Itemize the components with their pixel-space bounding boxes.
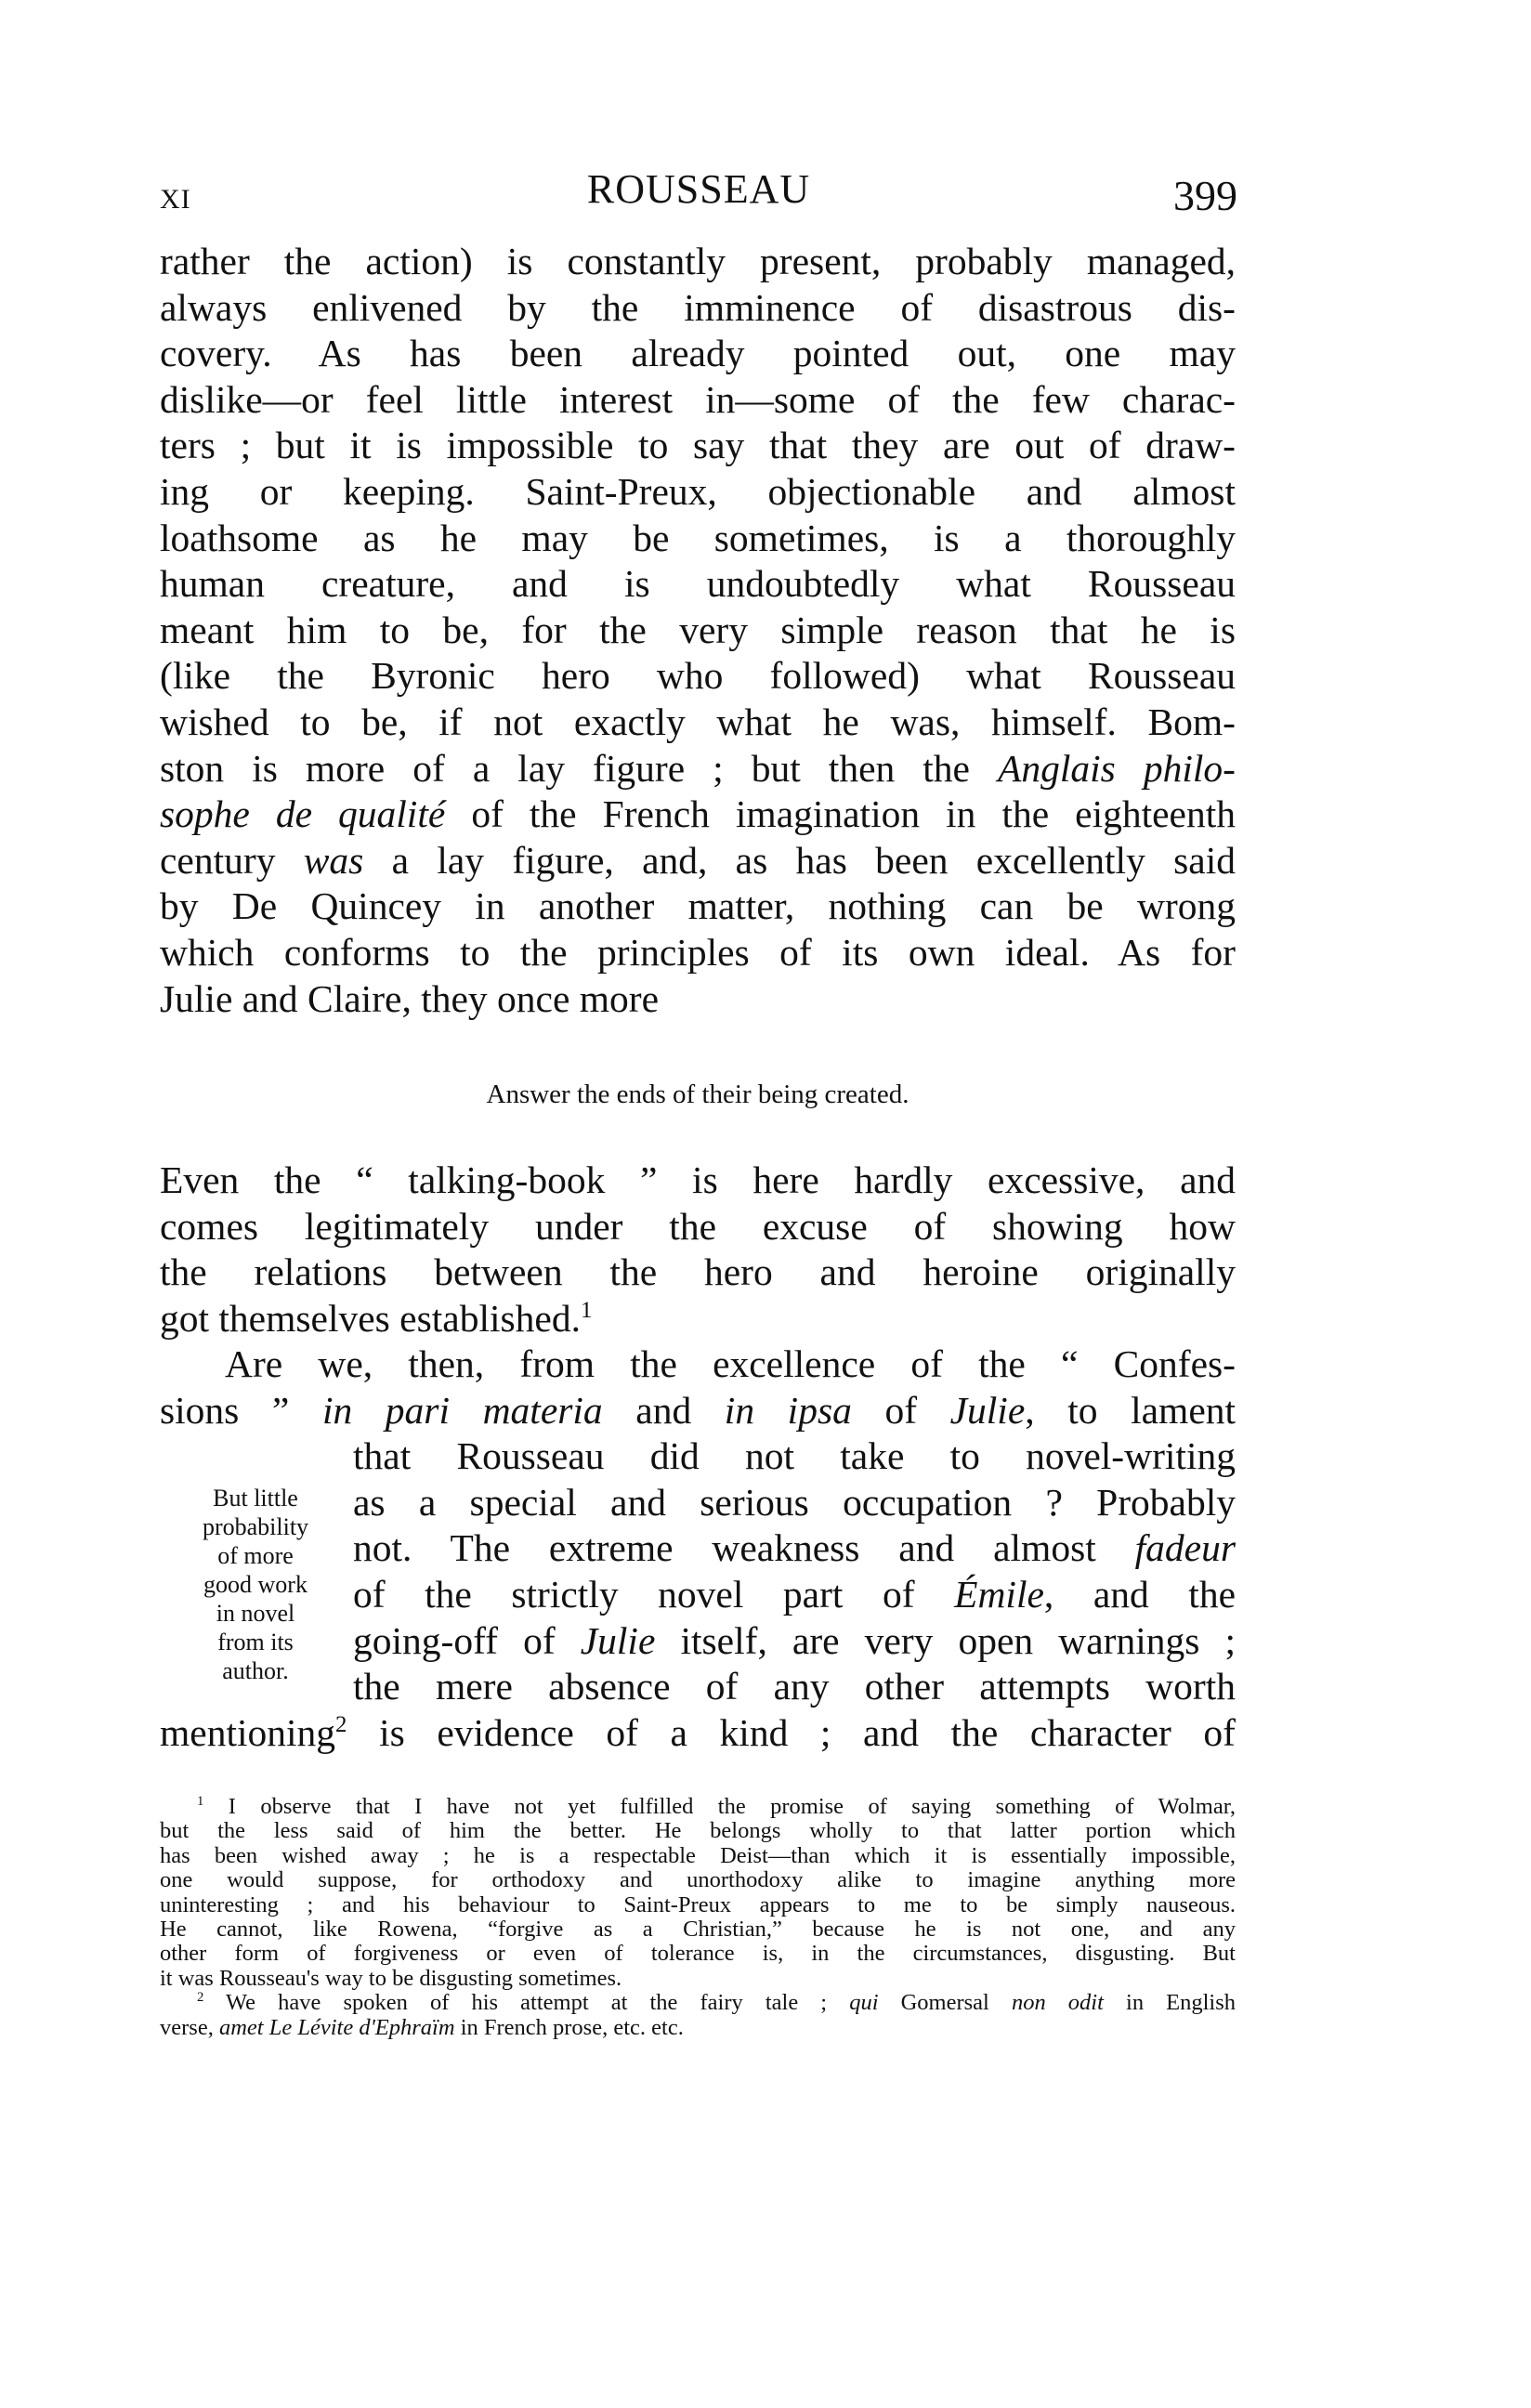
text-span: of bbox=[851, 1388, 950, 1432]
italic-phrase: was bbox=[303, 838, 364, 882]
text-span: century bbox=[160, 838, 304, 882]
text-line: comes legitimately under the excuse of showing how bbox=[160, 1204, 1236, 1248]
footnote-1-line: one would suppose, for orthodoxy and unorthodoxy alike to imagine anything more bbox=[160, 1867, 1236, 1893]
text-span: itself, are very open warnings ; bbox=[655, 1618, 1236, 1662]
text-span: verse, bbox=[160, 2014, 219, 2040]
footnote-ref-2[interactable]: 2 bbox=[335, 1711, 347, 1737]
text-line bbox=[160, 1296, 1236, 1342]
text-span: , to lament bbox=[1025, 1388, 1237, 1432]
footnote-1-line: He cannot, like Rowena, “forgive as a Christian,” because he is not one, and any bbox=[160, 1916, 1236, 1942]
margin-note bbox=[177, 1484, 334, 1685]
text-span: We have spoken of his attempt at the fairy tale ; bbox=[226, 1990, 850, 2016]
text-span: got themselves established. bbox=[160, 1296, 581, 1340]
chapter-number: XI bbox=[160, 184, 191, 215]
text-line bbox=[160, 838, 1236, 884]
text-line: ing or keeping. Saint-Preux, objectionable and almost bbox=[160, 469, 1236, 513]
page-number: 399 bbox=[1173, 172, 1237, 219]
text-line bbox=[353, 1525, 1236, 1572]
text-line: (like the Byronic hero who followed) what Rousseau bbox=[160, 654, 1236, 698]
text-line: always enlivened by the imminence of disastrous dis- bbox=[160, 285, 1236, 329]
body-paragraph-2 bbox=[160, 1158, 1236, 1341]
text-line: meant him to be, for the very simple reason that he is bbox=[160, 608, 1236, 651]
footnote-ref-1[interactable]: 1 bbox=[580, 1297, 593, 1323]
margin-note-line: But little bbox=[213, 1485, 298, 1512]
footnote-marker-1: 1 bbox=[197, 1793, 204, 1809]
text-span: mentioning bbox=[160, 1710, 336, 1754]
italic-phrase: fadeur bbox=[1134, 1526, 1236, 1570]
footnote-2-line bbox=[160, 2016, 1236, 2040]
text-line: by De Quincey in another matter, nothing can be wrong bbox=[160, 884, 1236, 928]
text-span: a lay figure, and, as has been excellently said bbox=[363, 838, 1236, 882]
text-line: rather the action) is constantly present, probably managed, bbox=[160, 240, 1236, 282]
text-line: human creature, and is undoubtedly what Rousseau bbox=[160, 562, 1236, 606]
italic-phrase: in pari materia bbox=[321, 1388, 603, 1432]
italic-phrase: non odit bbox=[1011, 1990, 1104, 2016]
margin-note-line: from its bbox=[217, 1629, 294, 1656]
running-header bbox=[160, 165, 1237, 221]
text-line: the mere absence of any other attempts worth bbox=[353, 1665, 1236, 1708]
text-line: Are we, then, from the excellence of the “ Confes- bbox=[225, 1342, 1236, 1385]
text-line: dislike—or feel little interest in—some of the few charac- bbox=[160, 377, 1236, 421]
text-line: loathsome as he may be sometimes, is a thoroughly bbox=[160, 516, 1236, 559]
italic-phrase: sophe de qualité bbox=[160, 792, 446, 836]
text-span: in English bbox=[1103, 1990, 1237, 2016]
text-line: that Rousseau did not take to novel-writing bbox=[353, 1434, 1236, 1478]
footnote-1-line bbox=[160, 1795, 1236, 1819]
footnote-2-line bbox=[160, 1991, 1236, 2015]
margin-note-line: probability bbox=[202, 1513, 309, 1540]
text-line: which conforms to the principles of its own ideal. As for bbox=[160, 930, 1236, 974]
text-span: Gomersal bbox=[878, 1990, 1012, 2016]
text-line bbox=[160, 746, 1236, 792]
margin-note-line: in novel bbox=[216, 1600, 295, 1627]
margin-note-line: of more bbox=[217, 1542, 294, 1569]
footnote-1-line: other form of forgiveness or even of tolerance is, in the circumstances, disgusting. But bbox=[160, 1941, 1236, 1967]
text-span: going-off of bbox=[353, 1618, 581, 1662]
italic-phrase: Julie bbox=[580, 1618, 656, 1662]
text-span: is evidence of a kind ; and the character of bbox=[347, 1710, 1236, 1754]
text-span: , and the bbox=[1043, 1572, 1236, 1616]
italic-phrase: Julie bbox=[949, 1388, 1026, 1432]
text-span: of the French imagination in the eighteenth bbox=[445, 792, 1237, 836]
margin-note-line: good work bbox=[203, 1571, 308, 1598]
margin-note-line: author. bbox=[222, 1657, 289, 1684]
text-line bbox=[160, 792, 1236, 838]
footnote-1-line: it was Rousseau's way to be disgusting sometimes. bbox=[160, 1965, 622, 1991]
text-span: not. The extreme weakness and almost bbox=[353, 1526, 1135, 1570]
italic-phrase: Anglais philo- bbox=[998, 746, 1236, 790]
italic-phrase: in ipsa bbox=[724, 1388, 852, 1432]
text-line bbox=[353, 1572, 1236, 1618]
running-title: ROUSSEAU bbox=[586, 166, 811, 212]
text-line: as a special and serious occupation ? Probably bbox=[353, 1480, 1236, 1524]
italic-phrase: amet Le Lévite d'Ephraïm bbox=[218, 2014, 455, 2040]
text-line: Even the “ talking-book ” is here hardly excessive, and bbox=[160, 1158, 1236, 1201]
text-span: sions ” bbox=[160, 1388, 322, 1432]
text-line: covery. As has been already pointed out, one may bbox=[160, 332, 1236, 375]
text-line: Julie and Claire, they once more bbox=[160, 976, 660, 1020]
footnotes bbox=[160, 1795, 1236, 2040]
text-line bbox=[353, 1618, 1236, 1665]
text-span: in French prose, etc. etc. bbox=[454, 2014, 684, 2040]
text-line bbox=[160, 1710, 1236, 1757]
footnote-1-line: but the less said of him the better. He belongs wholly to that latter portion which bbox=[160, 1818, 1236, 1844]
footnote-marker-2: 2 bbox=[197, 1989, 204, 2005]
body-paragraph-1 bbox=[160, 239, 1236, 1022]
footnote-1-line: has been wished away ; he is a respectable Deist—than which it is essentially impossible, bbox=[160, 1842, 1236, 1868]
text-line bbox=[160, 1388, 1236, 1434]
italic-phrase: qui bbox=[849, 1990, 879, 2016]
text-line: ters ; but it is impossible to say that they are out of draw- bbox=[160, 424, 1236, 467]
verse-quotation: Answer the ends of their being created. bbox=[486, 1080, 909, 1109]
text-line: wished to be, if not exactly what he was, himself. Bom- bbox=[160, 700, 1236, 743]
footnote-1-line: uninteresting ; and his behaviour to Saint-Preux appears to me to be simply nauseous. bbox=[160, 1891, 1236, 1917]
text-span: I observe that I have not yet fulfilled the promise of saying something of Wolmar, bbox=[228, 1794, 1237, 1819]
text-span: of the strictly novel part of bbox=[353, 1572, 955, 1616]
text-span: and bbox=[602, 1388, 725, 1432]
italic-phrase: Émile bbox=[954, 1572, 1044, 1616]
text-span: ston is more of a lay figure ; but then the bbox=[160, 746, 999, 790]
text-line: the relations between the hero and heroine originally bbox=[160, 1250, 1236, 1294]
